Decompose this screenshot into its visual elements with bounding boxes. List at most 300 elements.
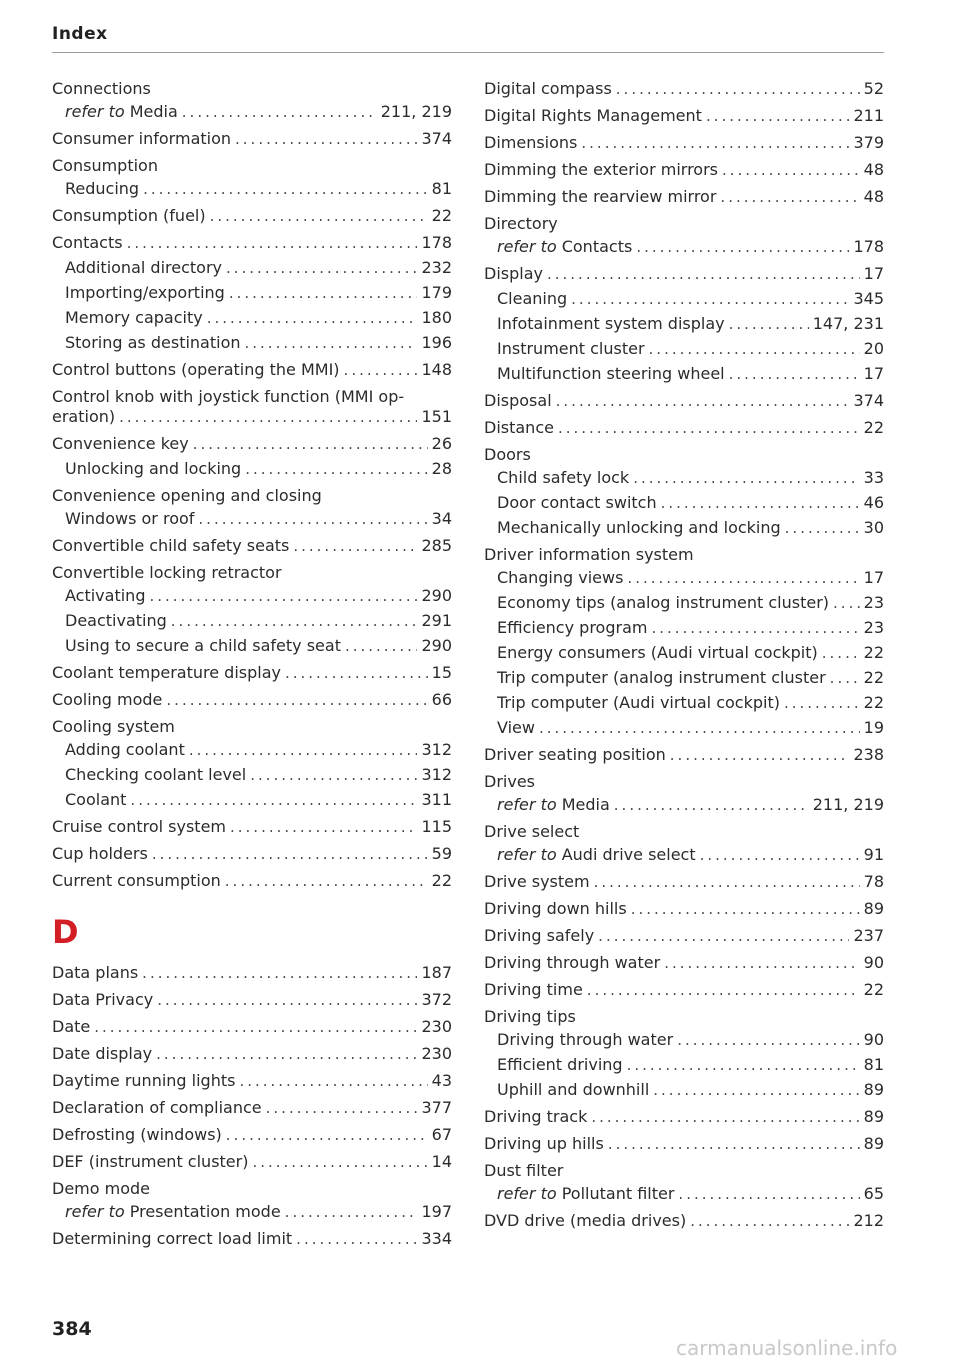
entry-refer-to: refer to [497, 237, 557, 256]
entry-term [484, 544, 694, 566]
entry-term [484, 821, 579, 843]
dot-leader [784, 692, 860, 714]
entry-term [484, 444, 531, 466]
index-entry [52, 562, 452, 584]
index-entry [484, 213, 884, 235]
entry-page-ref[interactable]: 48 [863, 160, 884, 179]
dot-leader [285, 662, 428, 684]
index-entry [52, 689, 452, 711]
dot-leader [245, 458, 427, 480]
entry-term [484, 417, 554, 439]
dot-leader [152, 843, 428, 865]
index-subentry [484, 642, 884, 664]
entry-page-ref[interactable]: 30 [863, 518, 884, 537]
entry-page-ref[interactable]: 81 [863, 1055, 884, 1074]
dot-leader [598, 925, 849, 947]
entry-term [484, 979, 583, 1001]
entry-term [484, 925, 594, 947]
entry-term [497, 1029, 673, 1051]
entry-term [484, 390, 552, 412]
entry-term [65, 332, 241, 354]
entry-term [497, 492, 657, 514]
entry-term [65, 307, 203, 329]
page-number: 384 [52, 1318, 92, 1340]
index-entry [52, 205, 452, 227]
entry-page-ref[interactable]: 211, 219 [380, 102, 452, 121]
entry-page-ref[interactable]: 33 [863, 468, 884, 487]
entry-page-ref[interactable]: 178 [853, 237, 884, 256]
index-subentry [484, 1054, 884, 1076]
entry-page-ref[interactable]: 334 [421, 1229, 452, 1248]
entry-page-ref[interactable]: 89 [863, 899, 884, 918]
index-entry [52, 406, 452, 428]
entry-page-ref[interactable]: 22 [431, 206, 452, 225]
entry-term-text: Uphill and downhill [497, 1080, 650, 1099]
dot-leader [729, 313, 809, 335]
entry-page-ref[interactable]: 372 [421, 990, 452, 1009]
index-subentry [52, 178, 452, 200]
dot-leader [149, 585, 417, 607]
entry-term [497, 1183, 674, 1205]
entry-term [484, 1006, 576, 1028]
entry-term-text: Drive system [484, 872, 590, 891]
index-entry [484, 444, 884, 466]
entry-term [52, 716, 175, 738]
entry-term-text: Driving up hills [484, 1134, 604, 1153]
dot-leader [226, 257, 417, 279]
entry-term [497, 288, 567, 310]
entry-term-text: Door contact switch [497, 493, 657, 512]
entry-page-ref[interactable]: 23 [863, 593, 884, 612]
entry-term-text: Consumption [52, 156, 158, 175]
entry-term-text: Demo mode [52, 1179, 150, 1198]
dot-leader [344, 359, 418, 381]
entry-term [484, 952, 660, 974]
entry-page-ref[interactable]: 48 [863, 187, 884, 206]
entry-term-text: Memory capacity [65, 308, 203, 327]
index-column-right [484, 78, 884, 1237]
entry-term-text: View [497, 718, 535, 737]
index-entry [52, 870, 452, 892]
entry-refer-to: refer to [65, 1202, 125, 1221]
entry-term [497, 794, 610, 816]
entry-page-ref[interactable]: 374 [421, 129, 452, 148]
entry-term [484, 1106, 587, 1128]
index-entry [52, 716, 452, 738]
entry-term [497, 844, 696, 866]
entry-page-ref[interactable]: 187 [421, 963, 452, 982]
index-subentry [52, 332, 452, 354]
entry-refer-to: refer to [497, 845, 557, 864]
index-subentry [52, 764, 452, 786]
index-entry [484, 105, 884, 127]
entry-page-ref[interactable]: 238 [853, 745, 884, 764]
dot-leader [230, 816, 417, 838]
dot-leader [833, 592, 860, 614]
dot-leader [296, 1228, 417, 1250]
entry-term-text: Data plans [52, 963, 139, 982]
entry-term [497, 692, 780, 714]
index-subentry [484, 567, 884, 589]
entry-page-ref[interactable]: 28 [431, 459, 452, 478]
index-subentry [52, 789, 452, 811]
entry-page-ref[interactable]: 180 [421, 308, 452, 327]
entry-page-ref[interactable]: 81 [431, 179, 452, 198]
entry-page-ref[interactable]: 65 [863, 1184, 884, 1203]
entry-page-ref[interactable]: 89 [863, 1107, 884, 1126]
index-subentry [52, 610, 452, 632]
entry-term [497, 517, 781, 539]
entry-term [52, 1043, 152, 1065]
index-entry [52, 662, 452, 684]
entry-term-text: Instrument cluster [497, 339, 645, 358]
dot-leader [293, 535, 417, 557]
entry-refer-to: refer to [497, 1184, 557, 1203]
index-entry [484, 186, 884, 208]
dot-leader [608, 1133, 860, 1155]
entry-term [484, 744, 666, 766]
entry-term [52, 128, 231, 150]
index-entry [52, 816, 452, 838]
dot-leader [226, 1124, 428, 1146]
entry-page-ref[interactable]: 66 [431, 690, 452, 709]
index-subentry [484, 363, 884, 385]
index-entry [484, 132, 884, 154]
index-subentry [484, 313, 884, 335]
entry-term-text: Driving through water [484, 953, 661, 972]
entry-page-ref[interactable]: 377 [421, 1098, 452, 1117]
entry-page-ref[interactable]: 147, 231 [812, 314, 884, 333]
dot-leader [156, 1043, 417, 1065]
entry-term [52, 1228, 292, 1250]
index-entry [52, 1124, 452, 1146]
entry-page-ref[interactable]: 34 [431, 509, 452, 528]
index-entry [484, 952, 884, 974]
index-subentry [484, 288, 884, 310]
entry-term [52, 989, 153, 1011]
entry-term [497, 1079, 649, 1101]
index-subentry [484, 1029, 884, 1051]
entry-page-ref[interactable]: 230 [421, 1017, 452, 1036]
entry-page-ref[interactable]: 43 [431, 1071, 452, 1090]
entry-page-ref[interactable]: 290 [421, 636, 452, 655]
dot-leader [166, 689, 427, 711]
entry-page-ref[interactable]: 91 [863, 845, 884, 864]
entry-term-text: Coolant [65, 790, 127, 809]
entry-term [497, 717, 535, 739]
dot-leader [558, 417, 860, 439]
index-entry [52, 433, 452, 455]
dot-leader [171, 610, 418, 632]
dot-leader [210, 205, 428, 227]
entry-page-ref[interactable]: 148 [421, 360, 452, 379]
entry-page-ref[interactable]: 179 [421, 283, 452, 302]
entry-term-text: DEF (instrument cluster) [52, 1152, 249, 1171]
entry-page-ref[interactable]: 211 [853, 106, 884, 125]
dot-leader [591, 1106, 859, 1128]
index-entry [52, 1043, 452, 1065]
entry-term [65, 764, 246, 786]
entry-page-ref[interactable]: 232 [421, 258, 452, 277]
index-subentry [484, 1079, 884, 1101]
entry-term-text: Cooling system [52, 717, 175, 736]
entry-term-text: Cleaning [497, 289, 568, 308]
dot-leader [587, 979, 860, 1001]
entry-term [52, 1097, 262, 1119]
dot-leader [830, 667, 860, 689]
index-entry [484, 871, 884, 893]
entry-page-ref[interactable]: 312 [421, 740, 452, 759]
entry-term-text: Doors [484, 445, 531, 464]
index-subentry [484, 617, 884, 639]
dot-leader [239, 1070, 427, 1092]
entry-page-ref[interactable]: 59 [431, 844, 452, 863]
index-entry [52, 962, 452, 984]
dot-leader [266, 1097, 418, 1119]
entry-page-ref[interactable]: 22 [431, 871, 452, 890]
entry-term [52, 433, 189, 455]
entry-term-text: Audi drive select [561, 845, 696, 864]
entry-term-text: Drive select [484, 822, 580, 841]
entry-page-ref[interactable]: 90 [863, 953, 884, 972]
index-entry [484, 1160, 884, 1182]
entry-term [52, 870, 221, 892]
entry-term-text: Windows or roof [65, 509, 195, 528]
entry-term [484, 132, 577, 154]
entry-refer-to: refer to [65, 102, 125, 121]
entry-page-ref[interactable]: 22 [863, 668, 884, 687]
entry-term-text: Control knob with joystick function (MMI op- [52, 387, 405, 406]
entry-term-text: Child safety lock [497, 468, 630, 487]
entry-term [65, 1201, 281, 1223]
entry-term-text: Convenience key [52, 434, 189, 453]
index-list-c [52, 78, 452, 892]
dot-leader [690, 1210, 849, 1232]
entry-page-ref[interactable]: 89 [863, 1134, 884, 1153]
entry-term-text: Efficient driving [497, 1055, 623, 1074]
index-subentry [52, 282, 452, 304]
entry-page-ref[interactable]: 230 [421, 1044, 452, 1063]
entry-term-text: Connections [52, 79, 151, 98]
entry-term [484, 263, 543, 285]
entry-term-text: Dimming the rearview mirror [484, 187, 717, 206]
entry-page-ref[interactable]: 178 [421, 233, 452, 252]
entry-term-text: Economy tips (analog instrument cluster) [497, 593, 830, 612]
dot-leader [556, 390, 850, 412]
dot-leader [614, 794, 809, 816]
dot-leader [142, 962, 417, 984]
index-subentry [52, 739, 452, 761]
entry-term [52, 562, 282, 584]
index-entry [484, 898, 884, 920]
dot-leader [594, 871, 860, 893]
entry-page-ref[interactable]: 26 [431, 434, 452, 453]
index-subentry [52, 635, 452, 657]
entry-page-ref[interactable]: 197 [421, 1202, 452, 1221]
entry-term-text: Current consumption [52, 871, 221, 890]
entry-page-ref[interactable]: 46 [863, 493, 884, 512]
entry-page-ref[interactable]: 212 [853, 1211, 884, 1230]
index-entry [52, 1097, 452, 1119]
entry-page-ref[interactable]: 115 [421, 817, 452, 836]
page-title: Index [52, 24, 108, 44]
entry-term-text: Trip computer (analog instrument cluster [497, 668, 826, 687]
entry-term [497, 642, 818, 664]
entry-term-text: Contacts [52, 233, 123, 252]
dot-leader [720, 186, 859, 208]
entry-term [65, 585, 145, 607]
entry-term-text: Infotainment system display [497, 314, 725, 333]
entry-page-ref[interactable]: 151 [421, 407, 452, 426]
entry-page-ref[interactable]: 15 [431, 663, 452, 682]
dot-leader [157, 989, 417, 1011]
entry-page-ref[interactable]: 312 [421, 765, 452, 784]
entry-page-ref[interactable]: 67 [431, 1125, 452, 1144]
entry-page-ref[interactable]: 196 [421, 333, 452, 352]
entry-term-text: Media [129, 102, 178, 121]
entry-term [65, 178, 139, 200]
entry-term-text: Multifunction steering wheel [497, 364, 725, 383]
entry-term-text: DVD drive (media drives) [484, 1211, 687, 1230]
entry-term-text: Consumption (fuel) [52, 206, 206, 225]
dot-leader [345, 635, 417, 657]
entry-page-ref[interactable]: 22 [863, 693, 884, 712]
entry-term [52, 1124, 222, 1146]
entry-term-text: Trip computer (Audi virtual cockpit) [497, 693, 780, 712]
entry-page-ref[interactable]: 17 [863, 264, 884, 283]
watermark: carmanualsonline.info [676, 1336, 898, 1360]
entry-term [52, 1151, 248, 1173]
index-entry [484, 1106, 884, 1128]
entry-term-text: Presentation mode [129, 1202, 281, 1221]
entry-term-text: Convertible locking retractor [52, 563, 282, 582]
index-entry [484, 544, 884, 566]
dot-leader [633, 467, 859, 489]
entry-term-text: Disposal [484, 391, 552, 410]
entry-page-ref[interactable]: 211, 219 [812, 795, 884, 814]
entry-term-text: Importing/exporting [65, 283, 225, 302]
dot-leader [700, 844, 860, 866]
entry-page-ref[interactable]: 345 [853, 289, 884, 308]
entry-term [65, 789, 126, 811]
entry-page-ref[interactable]: 23 [863, 618, 884, 637]
entry-term [65, 635, 341, 657]
entry-page-ref[interactable]: 22 [863, 418, 884, 437]
index-entry [484, 1133, 884, 1155]
entry-term [497, 467, 629, 489]
entry-page-ref[interactable]: 22 [863, 980, 884, 999]
entry-page-ref[interactable]: 17 [863, 568, 884, 587]
entry-term-text: eration) [52, 407, 116, 426]
entry-term [52, 689, 162, 711]
entry-page-ref[interactable]: 237 [853, 926, 884, 945]
entry-term-text: Daytime running lights [52, 1071, 236, 1090]
index-entry [52, 1228, 452, 1250]
entry-term-text: Digital Rights Management [484, 106, 702, 125]
index-entry [484, 78, 884, 100]
entry-page-ref[interactable]: 52 [863, 79, 884, 98]
dot-leader [229, 282, 418, 304]
index-list-d-continued [484, 78, 884, 1232]
index-entry [484, 821, 884, 843]
entry-term-text: Convertible child safety seats [52, 536, 290, 555]
index-entry [52, 535, 452, 557]
entry-term-text: Coolant temperature display [52, 663, 281, 682]
entry-page-ref[interactable]: 90 [863, 1030, 884, 1049]
dot-leader [143, 178, 428, 200]
entry-term [484, 871, 590, 893]
entry-page-ref[interactable]: 17 [863, 364, 884, 383]
entry-term-text: Convenience opening and closing [52, 486, 322, 505]
entry-term-text: Pollutant filter [561, 1184, 675, 1203]
index-entry [52, 1178, 452, 1200]
entry-page-ref[interactable]: 379 [853, 133, 884, 152]
entry-page-ref[interactable]: 14 [431, 1152, 452, 1171]
dot-leader [189, 739, 418, 761]
index-entry [52, 485, 452, 507]
dot-leader [571, 288, 849, 310]
entry-term-text: Consumer information [52, 129, 232, 148]
index-list-d [52, 962, 452, 1250]
entry-page-ref[interactable]: 290 [421, 586, 452, 605]
entry-refer-to: refer to [497, 795, 557, 814]
index-entry [52, 1016, 452, 1038]
index-column-left [52, 78, 452, 1255]
entry-term [52, 1070, 235, 1092]
entry-page-ref[interactable]: 19 [863, 718, 884, 737]
index-entry [484, 979, 884, 1001]
entry-term-text: Efficiency program [497, 618, 648, 637]
entry-term-text: Changing views [497, 568, 624, 587]
entry-term-text: Declaration of compliance [52, 1098, 262, 1117]
dot-leader [547, 263, 860, 285]
dot-leader [285, 1201, 418, 1223]
dot-leader [670, 744, 850, 766]
header-divider [52, 52, 884, 53]
index-entry [52, 359, 452, 381]
entry-page-ref[interactable]: 291 [421, 611, 452, 630]
entry-page-ref[interactable]: 285 [421, 536, 452, 555]
dot-leader [225, 870, 428, 892]
index-entry [52, 1070, 452, 1092]
entry-term [65, 282, 225, 304]
dot-leader [130, 789, 417, 811]
entry-page-ref[interactable]: 22 [863, 643, 884, 662]
index-subentry [484, 794, 884, 816]
entry-term-text: Drives [484, 772, 535, 791]
entry-page-ref[interactable]: 311 [421, 790, 452, 809]
dot-leader [245, 332, 418, 354]
entry-term-text: Checking coolant level [65, 765, 247, 784]
entry-term [65, 739, 185, 761]
dot-leader [636, 236, 849, 258]
index-subentry [484, 1183, 884, 1205]
index-subentry [52, 101, 452, 123]
index-entry [52, 155, 452, 177]
entry-term-text: Using to secure a child safety seat [65, 636, 341, 655]
entry-page-ref[interactable]: 374 [853, 391, 884, 410]
entry-term [52, 386, 404, 408]
dot-leader [193, 433, 428, 455]
entry-page-ref[interactable]: 89 [863, 1080, 884, 1099]
entry-page-ref[interactable]: 20 [863, 339, 884, 358]
entry-term [497, 338, 645, 360]
entry-term-text: Cooling mode [52, 690, 163, 709]
entry-term-text: Determining correct load limit [52, 1229, 293, 1248]
entry-page-ref[interactable]: 78 [863, 872, 884, 891]
index-subentry [52, 585, 452, 607]
entry-term-text: Reducing [65, 179, 140, 198]
